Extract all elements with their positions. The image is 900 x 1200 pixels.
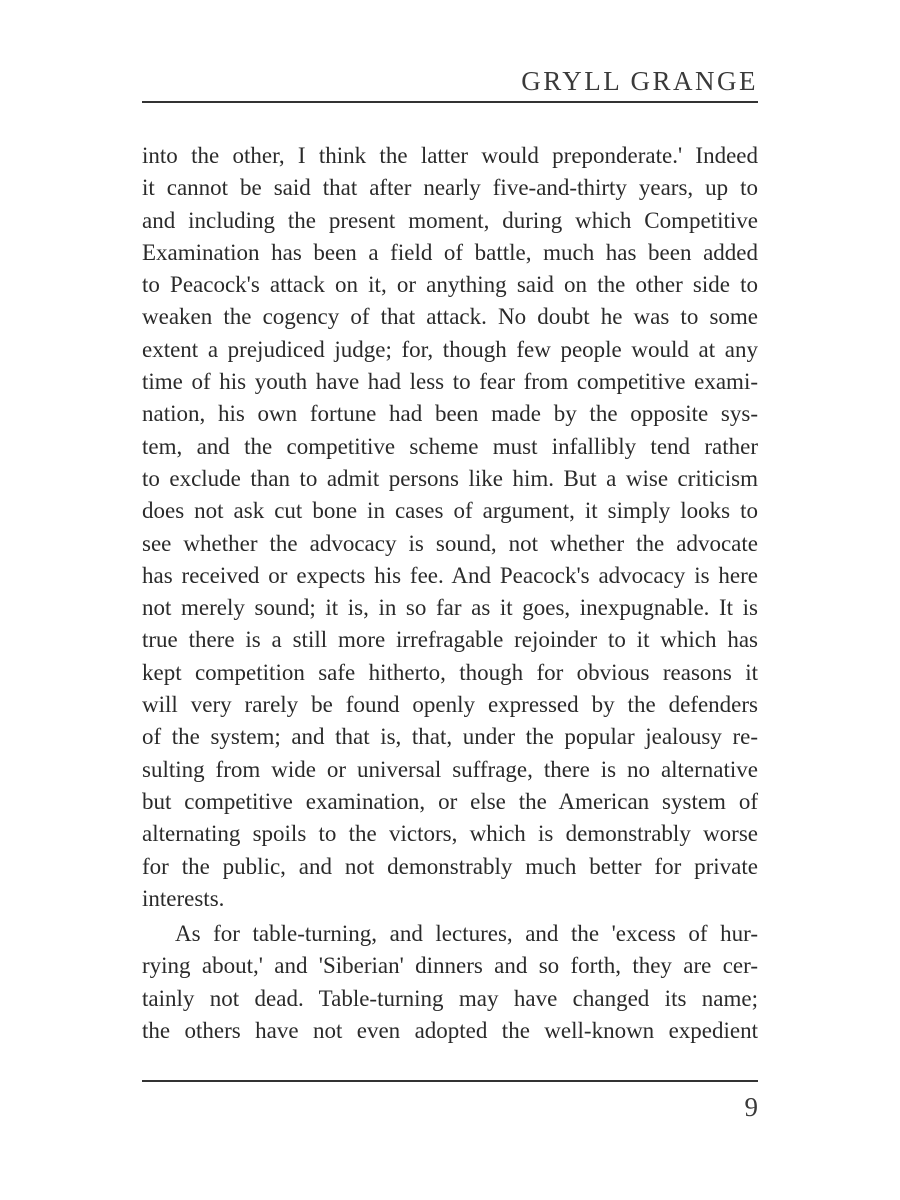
header-rule <box>142 101 758 103</box>
text-line: kept competition safe hitherto, though for obvious reasons it <box>142 659 758 685</box>
text-line: of the system; and that is, that, under the popular jealousy re- <box>142 724 758 750</box>
text-line: see whether the advocacy is sound, not whether the advocate <box>142 530 758 556</box>
text-line: but competitive examination, or else the American system of <box>142 788 758 814</box>
text-line: extent a prejudiced judge; for, though few people would at any <box>142 336 758 362</box>
text-line: tainly not dead. Table-turning may have changed its name; <box>142 985 758 1011</box>
text-line: sulting from wide or universal suffrage, there is no alternative <box>142 756 758 782</box>
text-line: has received or expects his fee. And Peacock's advocacy is here <box>142 562 758 588</box>
text-line: and including the present moment, during which Competitive <box>142 207 758 233</box>
text-line: does not ask cut bone in cases of argument, it simply looks to <box>142 498 758 524</box>
text-line: rying about,' and 'Siberian' dinners and so forth, they are cer- <box>142 953 758 979</box>
text-line: Examination has been a field of battle, much has been added <box>142 239 758 265</box>
text-line: nation, his own fortune had been made by the opposite sys- <box>142 401 758 427</box>
text-line: time of his youth have had less to fear from competitive exami- <box>142 369 758 395</box>
footer-rule <box>142 1080 758 1082</box>
paragraph-2 <box>142 918 758 1047</box>
text-line: tem, and the competitive scheme must infallibly tend rather <box>142 433 758 459</box>
text-line: for the public, and not demonstrably much better for private <box>142 853 758 879</box>
text-line: into the other, I think the latter would preponderate.' Indeed <box>142 143 758 168</box>
text-line: alternating spoils to the victors, which is demonstrably worse <box>142 821 758 847</box>
text-line: the others have not even adopted the well-known expedient <box>142 1018 758 1044</box>
text-line: interests. <box>142 885 225 911</box>
text-line: As for table-turning, and lectures, and the 'excess of hur- <box>175 921 758 947</box>
text-line: true there is a still more irrefragable rejoinder to it which has <box>142 627 758 653</box>
page-number: 9 <box>744 1092 758 1122</box>
body-text <box>142 140 758 1047</box>
text-line: to exclude than to admit persons like him. But a wise criticism <box>142 465 758 491</box>
paragraph-1 <box>142 140 758 915</box>
text-line: it cannot be said that after nearly five-and-thirty years, up to <box>142 175 758 201</box>
running-title: GRYLL GRANGE <box>521 66 758 96</box>
text-line: not merely sound; it is, in so far as it goes, inexpugnable. It is <box>142 595 758 621</box>
text-line: will very rarely be found openly expressed by the defenders <box>142 692 758 718</box>
text-line: weaken the cogency of that attack. No doubt he was to some <box>142 304 758 330</box>
text-line: to Peacock's attack on it, or anything said on the other side to <box>142 272 758 298</box>
